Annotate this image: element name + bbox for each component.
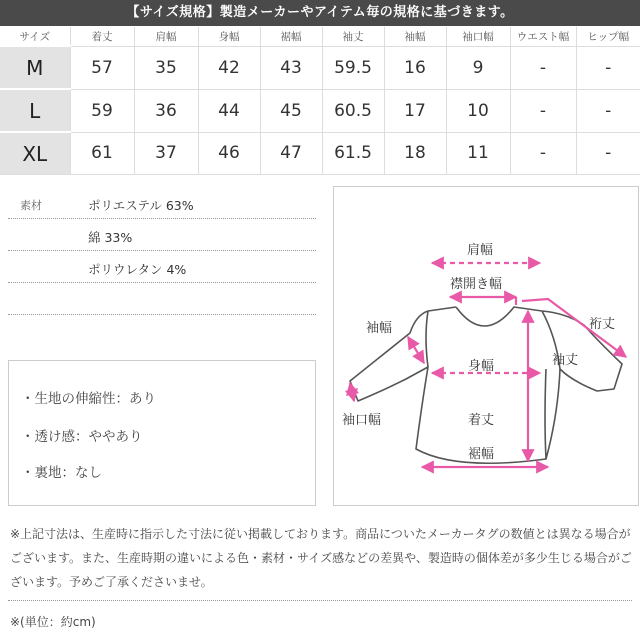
size-label: M (0, 46, 70, 89)
label-sleeve-width: 袖幅 (366, 321, 393, 336)
material-item: 綿 33% (88, 230, 133, 245)
table-cell: 57 (70, 46, 134, 89)
label-yuki: 裄丈 (589, 317, 616, 332)
lining-property: ・裏地：なし (21, 465, 102, 481)
table-cell: - (510, 132, 576, 175)
table-cell: - (510, 46, 576, 89)
table-cell: 61 (70, 132, 134, 175)
label-shoulder: 肩幅 (467, 243, 494, 258)
header-size: サイズ (0, 27, 70, 46)
table-cell: 18 (384, 132, 446, 175)
divider (8, 600, 632, 601)
header-sleeve-width: 袖幅 (384, 27, 446, 46)
size-table (0, 27, 640, 175)
size-label: XL (0, 132, 70, 175)
header-hip: ヒップ幅 (587, 30, 630, 43)
disclaimer-note: ※上記寸法は、生産時に指示した寸法に従い掲載しております。商品についたメーカータグの数値とは異なる場合がございます。また、生産時期の違いによる色・素材・サイズ感などの差異や、製造時の個体差が多少生じる場合がございます。予めご了承くださいませ。 (10, 527, 632, 589)
table-cell: 10 (446, 89, 510, 132)
header-hem-width: 裾幅 (260, 27, 322, 46)
size-spec-banner: 【サイズ規格】製造メーカーやアイテム毎の規格に基づきます。 (0, 0, 640, 26)
label-cuff: 袖口幅 (342, 413, 382, 428)
table-cell: 60.5 (322, 89, 384, 132)
label-neck: 襟開き幅 (450, 277, 503, 292)
material-item: ポリエステル 63% (88, 198, 194, 213)
table-cell: 43 (260, 46, 322, 89)
label-body-width: 身幅 (468, 359, 495, 374)
table-cell: 35 (134, 46, 198, 89)
table-cell: 59.5 (322, 46, 384, 89)
header-sleeve-length: 袖丈 (322, 27, 384, 46)
sleeve-width-line (408, 337, 424, 363)
measurement-diagram (333, 186, 639, 506)
table-cell: - (576, 46, 640, 89)
table-cell: 16 (384, 46, 446, 89)
material-item: ポリウレタン 4% (88, 262, 187, 277)
header-cuff-width: 袖口幅 (446, 27, 510, 46)
size-label: L (0, 89, 70, 132)
material-row (8, 222, 316, 251)
table-cell: 44 (198, 89, 260, 132)
table-cell: 45 (260, 89, 322, 132)
table-cell: 11 (446, 132, 510, 175)
table-row (0, 46, 640, 89)
label-hem: 裾幅 (468, 447, 495, 462)
header-length: 着丈 (70, 27, 134, 46)
header-waist: ウエスト幅 (510, 27, 576, 46)
label-length: 着丈 (468, 413, 495, 428)
table-row (0, 132, 640, 175)
header-body-width: 身幅 (198, 27, 260, 46)
material-row-empty (8, 286, 316, 315)
material-row (8, 190, 316, 219)
label-sleeve-length: 袖丈 (552, 353, 579, 368)
table-cell: 42 (198, 46, 260, 89)
header-shoulder: 肩幅 (134, 27, 198, 46)
unit-note: ※(単位：約cm) (10, 615, 96, 629)
table-cell: 17 (384, 89, 446, 132)
fabric-properties-box (8, 360, 316, 506)
table-cell: 37 (134, 132, 198, 175)
table-cell: - (576, 89, 640, 132)
material-label: 素材 (20, 199, 42, 212)
table-cell: 47 (260, 132, 322, 175)
table-cell: 61.5 (322, 132, 384, 175)
table-cell: 59 (70, 89, 134, 132)
table-cell: 46 (198, 132, 260, 175)
table-cell: - (576, 132, 640, 175)
table-cell: 36 (134, 89, 198, 132)
sheerness-property: ・透け感：ややあり (21, 429, 143, 445)
table-cell: - (510, 89, 576, 132)
size-table-header (0, 27, 640, 46)
table-cell: 9 (446, 46, 510, 89)
material-row (8, 254, 316, 283)
table-row (0, 89, 640, 132)
stretch-property: ・生地の伸縮性：あり (21, 391, 156, 407)
